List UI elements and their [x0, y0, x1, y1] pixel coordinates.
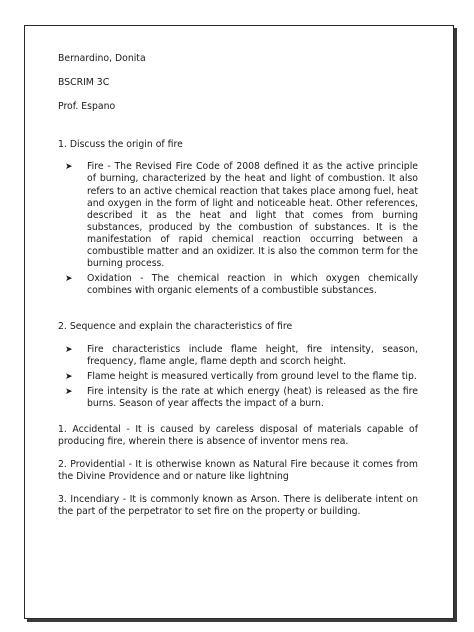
bullet-item [65, 273, 418, 297]
professor-name: Prof. Espano [58, 101, 116, 113]
question-2-title: 2. Sequence and explain the characteristics of fire [58, 321, 293, 333]
bullet-item [65, 344, 418, 368]
bullet-text: Fire intensity is the rate at which energy (heat) is released as the fire burns. Season of year affects the impact of a burn. [87, 385, 418, 409]
bullet-item [65, 386, 418, 410]
bullet-text: Fire - The Revised Fire Code of 2008 defined it as the active principle of burning, characterized by the heat and light of combustion. It also refers to an active chemical reaction that takes place among fuel, heat and oxygen in the form of light and noticeable heat. Other references, described it as the heat and light that comes from burning substances, produced by the combustion of substances. It is the manifestation of rapid chemical reaction occurring between a combustible matter and an oxidizer. It is also the common term for the burning process. [87, 161, 418, 270]
document-body [58, 53, 418, 530]
question-1-bullets [58, 161, 418, 297]
arrow-bullet-icon: ➤ [65, 386, 73, 397]
paragraph-incendiary: 3. Incendiary - It is commonly known as Arson. There is deliberate intent on the part of the perpetrator to set fire on the property or building. [58, 494, 418, 518]
question-1-title: 1. Discuss the origin of fire [58, 139, 183, 151]
arrow-bullet-icon: ➤ [65, 371, 73, 382]
question-2-bullets [58, 344, 418, 410]
student-name: Bernardino, Donita [58, 53, 146, 64]
bullet-text: Fire characteristics include flame height, fire intensity, season, frequency, flame angle, flame depth and scorch height. [87, 343, 418, 367]
paragraph-accidental: 1. Accidental - It is caused by careless disposal of materials capable of producing fire, wherein there is absence of inventor mens rea. [58, 423, 418, 448]
course-section: BSCRIM 3C [58, 77, 110, 89]
bullet-text: Oxidation - The chemical reaction in which oxygen chemically combines with organic elements of a combustible substances. [87, 273, 418, 297]
arrow-bullet-icon: ➤ [65, 274, 73, 285]
document-page [24, 25, 454, 619]
bullet-item [65, 371, 418, 383]
arrow-bullet-icon: ➤ [65, 344, 73, 355]
paragraph-providential: 2. Providential - It is otherwise known as Natural Fire because it comes from the Divine Providence and or nature like lightning [58, 459, 418, 483]
arrow-bullet-icon: ➤ [65, 162, 73, 173]
bullet-text: Flame height is measured vertically from ground level to the flame tip. [87, 370, 417, 382]
bullet-item [65, 161, 418, 270]
